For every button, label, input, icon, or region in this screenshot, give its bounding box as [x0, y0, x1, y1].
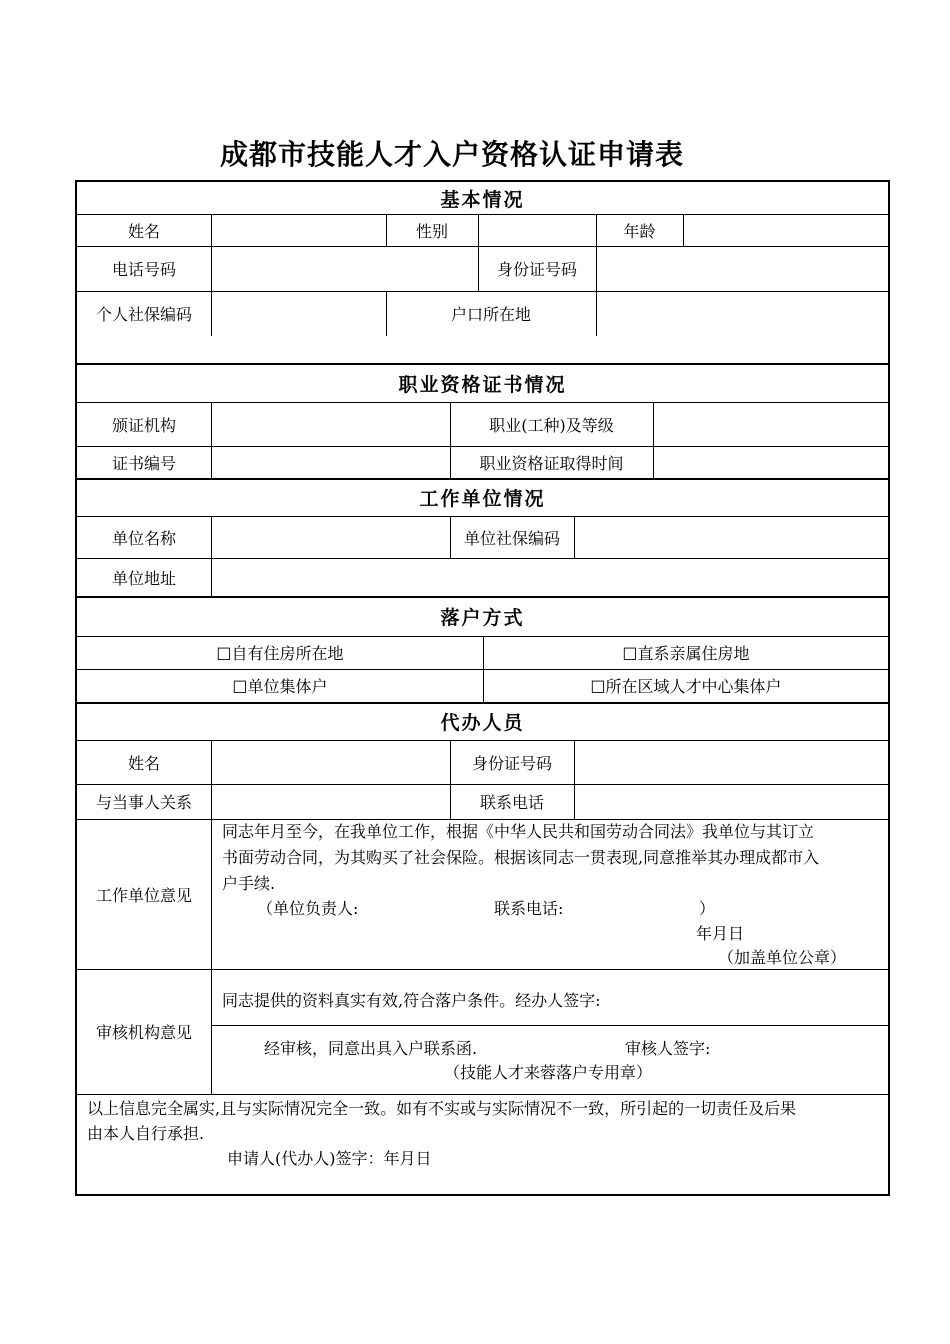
name-field[interactable] — [212, 214, 386, 246]
review-approved: 经审核，同意出具入户联系函. — [264, 1039, 478, 1058]
section-header-certificate: 职业资格证书情况 — [398, 373, 567, 396]
section-header-agent: 代办人员 — [440, 712, 525, 734]
agent-id-label: 身份证号码 — [471, 753, 552, 773]
unit-seal-note: （加盖单位公章） — [718, 948, 847, 967]
employer-address-label: 单位地址 — [111, 568, 176, 588]
hukou-field[interactable] — [597, 291, 888, 336]
gender-field[interactable] — [479, 214, 596, 246]
occupation-field[interactable] — [654, 402, 888, 446]
employer-address-field[interactable] — [212, 558, 888, 596]
employer-opinion-line: 同志年月至今，在我单位工作，根据《中华人民共和国劳动合同法》我单位与其订立 — [222, 822, 815, 841]
section-header-employer: 工作单位情况 — [419, 488, 546, 510]
employer-name-label: 单位名称 — [111, 528, 176, 548]
cert-date-label: 职业资格证取得时间 — [479, 453, 624, 473]
social-security-label: 个人社保编码 — [95, 305, 192, 324]
agent-phone-field[interactable] — [575, 784, 888, 819]
settlement-option-talent-center[interactable]: □ 所在区域人才中心集体户 — [484, 669, 888, 702]
divider — [211, 1025, 888, 1026]
employer-social-label: 单位社保编码 — [463, 528, 560, 548]
checkbox-icon[interactable] — [590, 676, 605, 695]
phone-label: 电话号码 — [111, 260, 176, 279]
form-title: 成都市技能人才入户资格认证申请表 — [219, 138, 684, 171]
declaration-line: 以上信息完全属实,且与实际情况完全一致。如有不实或与实际情况不一致，所引起的一切责任及后果 — [87, 1099, 797, 1118]
cert-date-field[interactable] — [654, 446, 888, 478]
unit-head-label: （单位负责人: — [257, 899, 359, 918]
agent-name-label: 姓名 — [127, 753, 160, 773]
id-number-label: 身份证号码 — [496, 260, 577, 279]
employer-date: 年月日 — [696, 924, 745, 943]
reviewer-signature-label: 审核人签字: — [625, 1039, 711, 1058]
divider — [211, 819, 212, 1094]
issuer-field[interactable] — [212, 402, 450, 446]
settlement-option-own-house[interactable]: □ 自有住房所在地 — [77, 636, 483, 669]
age-field[interactable] — [684, 214, 888, 246]
section-header-settlement: 落户方式 — [440, 607, 525, 629]
cert-number-field[interactable] — [212, 446, 450, 478]
section-header-basic: 基本情况 — [440, 188, 525, 211]
review-opinion-label: 审核机构意见 — [95, 1023, 192, 1042]
settlement-option-relative-house[interactable]: □ 直系亲属住房地 — [484, 636, 888, 669]
issuer-label: 颁证机构 — [111, 415, 176, 435]
agent-phone-label: 联系电话 — [479, 793, 544, 812]
applicant-signature-label: 申请人(代办人)签字：年月日 — [227, 1149, 432, 1168]
application-form — [75, 180, 890, 1196]
name-label: 姓名 — [127, 221, 160, 241]
age-label: 年龄 — [623, 221, 656, 241]
occupation-label: 职业(工种)及等级 — [489, 415, 614, 435]
agent-relation-label: 与当事人关系 — [95, 793, 192, 812]
settlement-option-unit-collective[interactable]: □ 单位集体户 — [77, 669, 483, 702]
agent-relation-field[interactable] — [212, 784, 450, 819]
employer-opinion-line: 户手续. — [222, 874, 276, 893]
agent-name-field[interactable] — [212, 740, 450, 784]
employer-opinion-label: 工作单位意见 — [95, 885, 192, 905]
checkbox-icon[interactable] — [622, 643, 637, 662]
id-number-field[interactable] — [597, 246, 888, 291]
review-stamp-note: （技能人才来蓉落户专用章） — [444, 1063, 653, 1082]
unit-phone-label: 联系电话: — [494, 899, 564, 918]
divider — [77, 1094, 888, 1095]
declaration-line: 由本人自行承担. — [87, 1124, 205, 1143]
checkbox-icon[interactable] — [216, 643, 231, 662]
hukou-label: 户口所在地 — [450, 305, 531, 324]
checkbox-icon[interactable] — [232, 676, 247, 695]
cert-number-label: 证书编号 — [111, 453, 176, 473]
close-paren: ） — [699, 899, 716, 918]
social-security-field[interactable] — [212, 291, 386, 336]
employer-opinion-line: 书面劳动合同，为其购买了社会保险。根据该同志一贯表现,同意推举其办理成都市入 — [222, 848, 820, 867]
gender-label: 性别 — [415, 221, 448, 241]
phone-field[interactable] — [212, 246, 478, 291]
agent-id-field[interactable] — [575, 740, 888, 784]
employer-social-field[interactable] — [575, 516, 888, 558]
review-statement: 同志提供的资料真实有效,符合落户条件。经办人签字: — [222, 991, 601, 1010]
employer-name-field[interactable] — [212, 516, 450, 558]
